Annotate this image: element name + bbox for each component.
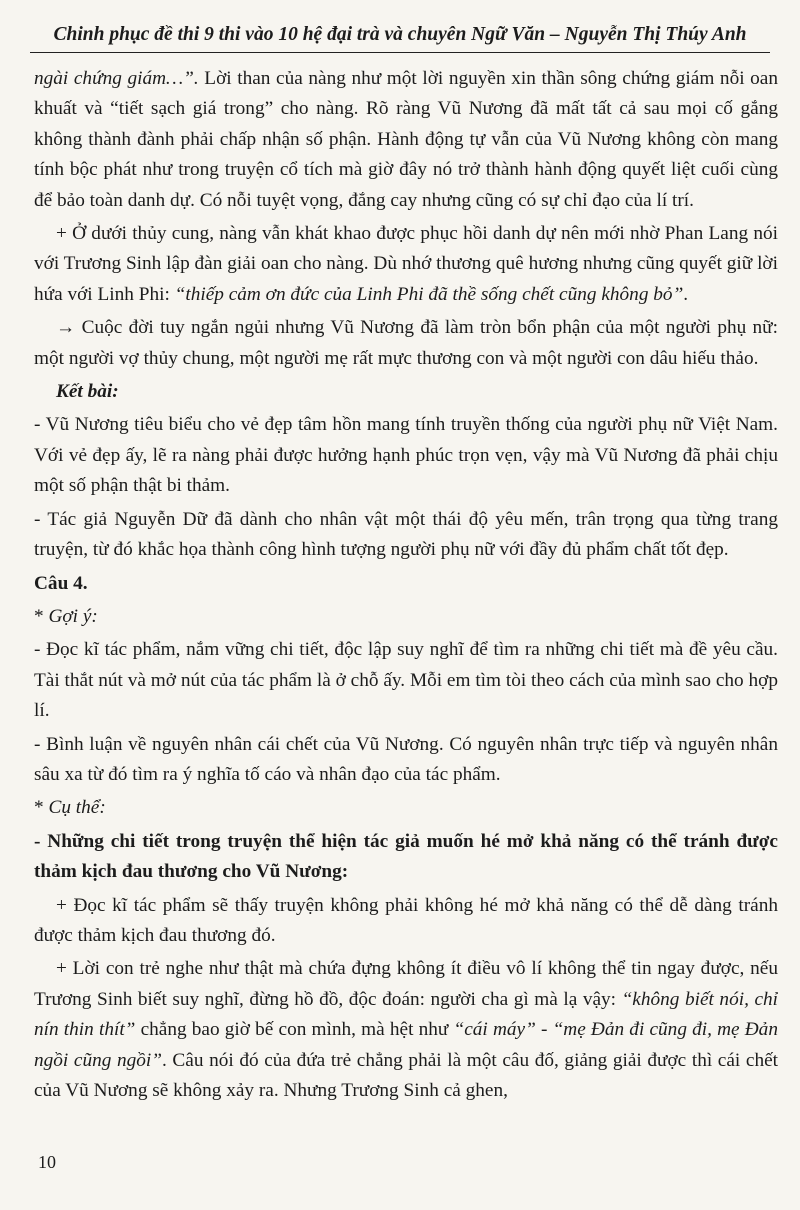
subheading-goi-y <box>34 602 778 632</box>
paragraph-end: . <box>683 283 689 305</box>
subheading-cu-the <box>34 793 778 823</box>
section-heading-ket-bai: Kết bài: <box>56 381 119 403</box>
paragraph-text: + Ở dưới thủy cung, nàng vẫn khát khao được phục hồi danh dự nên mới nhờ Phan Lang nói với Trương Sinh lập đàn giải oan cho nàng. Dù nhớ thương quê hương nhưng cũng quyết giữ lời hứa với Linh Phi: <box>34 223 778 305</box>
paragraph-14 <box>34 954 778 1106</box>
subheading-text: Gợi ý: <box>48 605 98 627</box>
paragraph-text: chẳng bao giờ bế con mình, mà hệt như <box>135 1019 454 1041</box>
paragraph-2 <box>34 219 778 310</box>
question-heading: Câu 4. <box>34 572 88 594</box>
paragraph-3: → Cuộc đời tuy ngắn ngủi nhưng Vũ Nương đã làm tròn bổn phận của một người phụ nữ: một người vợ thủy chung, một người mẹ rất mực thương con và một người con dâu hiếu thảo. <box>34 317 778 369</box>
quote-text: “thiếp cảm ơn đức của Linh Phi đã thề sống chết cũng không bỏ” <box>174 283 684 305</box>
paragraph-text: . Câu nói đó của đứa trẻ chẳng phải là một câu đố, giảng giải được thì cái chết của Vũ Nương sẽ không xảy ra. Nhưng Trương Sinh cả ghen, <box>34 1049 779 1101</box>
paragraph-text: - <box>535 1019 553 1041</box>
paragraph-1 <box>34 64 778 216</box>
quote-text: “không biết nói, chỉ nín thin thít” <box>34 988 779 1041</box>
quote-text: “mẹ Đản đi cũng đi, mẹ Đản ngồi cũng ngồi” <box>34 1019 778 1071</box>
paragraph-text: + Lời con trẻ nghe như thật mà chứa đựng không ít điều vô lí không thể tin ngay được, nếu Trương Sinh biết suy nghĩ, đừng hồ đồ, độc đoán: người cha gì mà lạ vậy: <box>34 958 778 1010</box>
paragraph-6: - Tác giả Nguyễn Dữ đã dành cho nhân vật một thái độ yêu mến, trân trọng qua từng trang truyện, từ đó khắc họa thành công hình tượng người phụ nữ với đầy đủ phẩm chất tốt đẹp. <box>34 508 778 561</box>
paragraph-text: Lời than của nàng như một lời nguyền xin thần sông chứng giám nỗi oan khuất và “tiết sạch giá trong” cho nàng. Rõ ràng Vũ Nương đã mất tất cả sau mọi cố gắng không thành đành phải chấp nhận số phận. Hành động tự vẫn của Vũ Nương không còn mang tính bộc phát như trong truyện cổ tích mà giờ đây nó trở thành hành động quyết liệt cuối cùng để bảo toàn danh dự. Có nỗi tuyệt vọng, đắng cay nhưng cũng có sự chỉ đạo của lí trí. <box>34 68 778 211</box>
paragraph-10: - Bình luận về nguyên nhân cái chết của Vũ Nương. Có nguyên nhân trực tiếp và nguyên nhân sâu xa từ đó tìm ra ý nghĩa tố cáo và nhân đạo của tác phẩm. <box>34 733 778 785</box>
paragraph-13: + Đọc kĩ tác phẩm sẽ thấy truyện không phải không hé mở khả năng có thể dễ dàng tránh được thảm kịch đau thương đó. <box>34 894 778 946</box>
subheading-text: Cụ thể: <box>48 797 106 819</box>
page-number: 10 <box>38 1152 56 1172</box>
quote-text: “cái máy” <box>453 1019 536 1041</box>
bullet-star: * <box>34 605 49 627</box>
running-header: Chinh phục đề thi 9 thi vào 10 hệ đại trà và chuyên Ngữ Văn – Nguyễn Thị Thúy Anh <box>30 24 770 53</box>
paragraph-12-bold: - Những chi tiết trong truyện thể hiện tác giả muốn hé mở khả năng có thể tránh được thảm kịch đau thương cho Vũ Nương: <box>34 830 778 883</box>
paragraph-5: - Vũ Nương tiêu biểu cho vẻ đẹp tâm hồn mang tính truyền thống của người phụ nữ Việt Nam. Với vẻ đẹp ấy, lẽ ra nàng phải được hưởng hạnh phúc trọn vẹn, vậy mà Vũ Nương đã phải chịu một số phận thật bi thảm. <box>34 414 778 497</box>
quote-text: ngài chứng giám…”. <box>34 68 199 89</box>
bullet-star: * <box>34 797 49 819</box>
paragraph-9: - Đọc kĩ tác phẩm, nắm vững chi tiết, độc lập suy nghĩ để tìm ra những chi tiết mà đề yêu cầu. Tài thắt nút và mở nút của tác phẩm là ở chỗ ấy. Mỗi em tìm tòi theo cách của mình sao cho hợp lí. <box>34 639 778 722</box>
page-body <box>34 64 778 1109</box>
